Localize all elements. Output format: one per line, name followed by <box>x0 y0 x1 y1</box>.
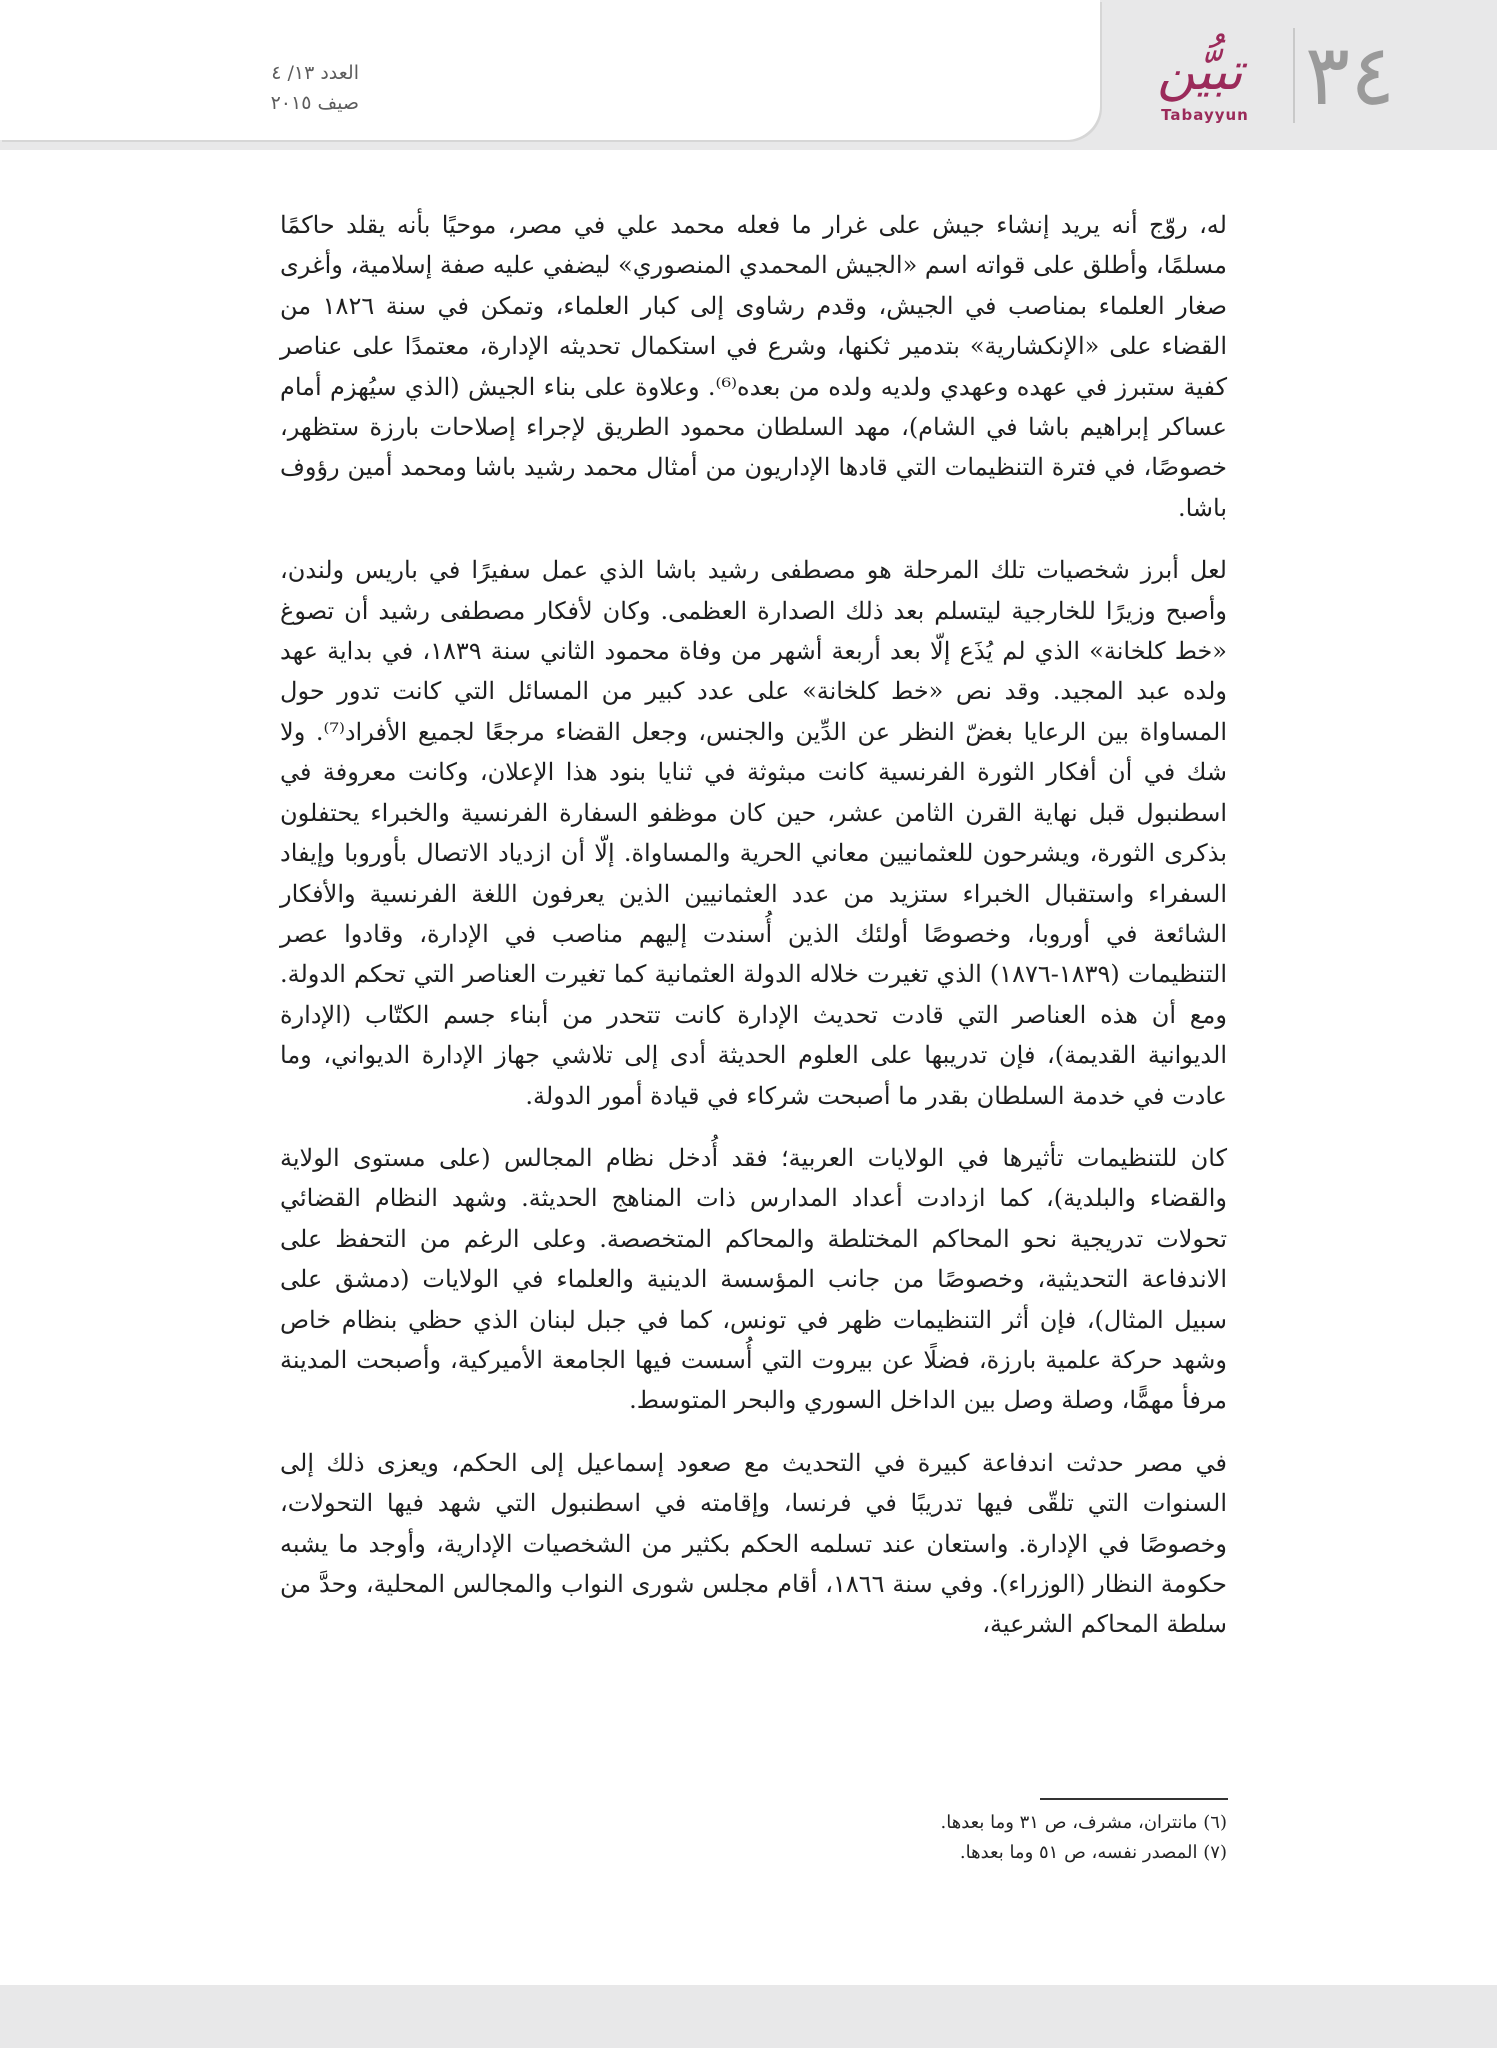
footer-band <box>0 1985 1497 2048</box>
footnote-separator <box>1040 1798 1228 1800</box>
paragraph-2: لعل أبرز شخصيات تلك المرحلة هو مصطفى رشيد باشا الذي عمل سفيرًا في باريس ولندن، وأصبح وزيرًا للخارجية ليتسلم بعد ذلك الصدارة العظمى. وكان لأفكار مصطفى رشيد أن تصوغ «خط كلخانة» الذي لم يُذَع إلّا بعد أربعة أشهر من وفاة محمود الثاني سنة ١٨٣٩، في بداية عهد ولده عبد المجيد. وقد نص «خط كلخانة» على عدد كبير من المسائل التي كانت تدور حول المساواة بين الرعايا بغضّ النظر عن الدِّين والجنس، وجعل القضاء مرجعًا لجميع الأفراد⁽⁷⁾. ولا شك في أن أفكار الثورة الفرنسية كانت مبثوثة في ثنايا بنود هذا الإعلان، وكانت معروفة في اسطنبول قبل نهاية القرن الثامن عشر، حين كان موظفو السفارة الفرنسية والخبراء يحتفلون بذكرى الثورة، ويشرحون للعثمانيين معاني الحرية والمساواة. إلّا أن ازدياد الاتصال بأوروبا وإيفاد السفراء واستقبال الخبراء ستزيد من عدد العثمانيين الذين يعرفون اللغة الفرنسية والأفكار الشائعة في أوروبا، وخصوصًا أولئك الذين أُسندت إليهم مناصب في الإدارة، وقادوا عصر التنظيمات (١٨٣٩-١٨٧٦) الذي تغيرت خلاله الدولة العثمانية كما تغيرت العناصر التي تحكم الدولة. ومع أن هذه العناصر التي قادت تحديث الإدارة كانت تتحدر من أبناء جسم الكتّاب (الإدارة الديوانية القديمة)، فإن تدريبها على العلوم الحديثة أدى إلى تلاشي جهاز الإدارة الديواني، وما عادت في خدمة السلطان بقدر ما أصبحت شركاء في قيادة أمور الدولة. <box>280 556 1228 1110</box>
paragraph-1: له، روّج أنه يريد إنشاء جيش على غرار ما فعله محمد علي في مصر، موحيًا بأنه يقلد حاكمًا مسلمًا، وأطلق على قواته اسم «الجيش المحمدي المنصوري» ليضفي عليه صفة إسلامية، وأغرى صغار العلماء بمناصب في الجيش، وقدم رشاوى إلى كبار العلماء، وتمكن في سنة ١٨٢٦ من القضاء على «الإنكشارية» بتدمير ثكنها، وشرع في استكمال تحديثه الإدارة، معتمدًا على عناصر كفية ستبرز في عهده وعهدي ولديه ولده من بعده⁽⁶⁾. وعلاوة على بناء الجيش (الذي سيُهزم أمام عساكر إبراهيم باشا في الشام)، مهد السلطان محمود الطريق لإجراء إصلاحات بارزة ستظهر، خصوصًا، في فترة التنظيمات التي قادها الإداريون من أمثال محمد رشيد باشا ومحمد أمين رؤوف باشا. <box>279 211 1228 522</box>
header-divider <box>1293 28 1295 123</box>
logo-english: Tabayyun <box>1161 106 1249 124</box>
journal-logo <box>1120 40 1290 135</box>
article-body <box>280 205 1227 1667</box>
issue-info <box>179 58 359 118</box>
page-header-card <box>0 0 1100 140</box>
footnotes <box>280 1808 1227 1868</box>
paragraph-3: كان للتنظيمات تأثيرها في الولايات العربية؛ فقد أُدخل نظام المجالس (على مستوى الولاية والقضاء والبلدية)، كما ازدادت أعداد المدارس ذات المناهج الحديثة. وشهد النظام القضائي تحولات تدريجية نحو المحاكم المختلطة والمحاكم المتخصصة. وعلى الرغم من التحفظ على الاندفاعة التحديثية، وخصوصًا من جانب المؤسسة الدينية والعلماء في الولايات (دمشق على سبيل المثال)، فإن أثر التنظيمات ظهر في تونس، كما في جبل لبنان الذي حظي بنظام خاص وشهد حركة علمية بارزة، فضلًا عن بيروت التي أُسست فيها الجامعة الأميركية، وأصبحت المدينة مرفأ مهمًّا، وصلة وصل بين الداخل السوري والبحر المتوسط. <box>280 1143 1228 1415</box>
logo-arabic: تبيُّن <box>1157 42 1243 102</box>
issue-season: صيف ٢٠١٥ <box>270 92 359 114</box>
issue-number: العدد ١٣/ ٤ <box>271 62 359 84</box>
footnote-6: (٦) مانتران، مشرف، ص ٣١ وما بعدها. <box>940 1812 1227 1833</box>
footnote-7: (٧) المصدر نفسه، ص ٥١ وما بعدها. <box>959 1842 1227 1863</box>
paragraph-4: في مصر حدثت اندفاعة كبيرة في التحديث مع صعود إسماعيل إلى الحكم، ويعزى ذلك إلى السنوات التي تلقّى فيها تدريبًا في فرنسا، وإقامته في اسطنبول التي شهد فيها التحولات، وخصوصًا في الإدارة. واستعان عند تسلمه الحكم بكثير من الشخصيات الإدارية، وأوجد ما يشبه حكومة النظار (الوزراء). وفي سنة ١٨٦٦، أقام مجلس شورى النواب والمجالس المحلية، وحدَّ من سلطة المحاكم الشرعية، <box>280 1448 1228 1639</box>
page-number: ٣٤ <box>1305 26 1396 124</box>
